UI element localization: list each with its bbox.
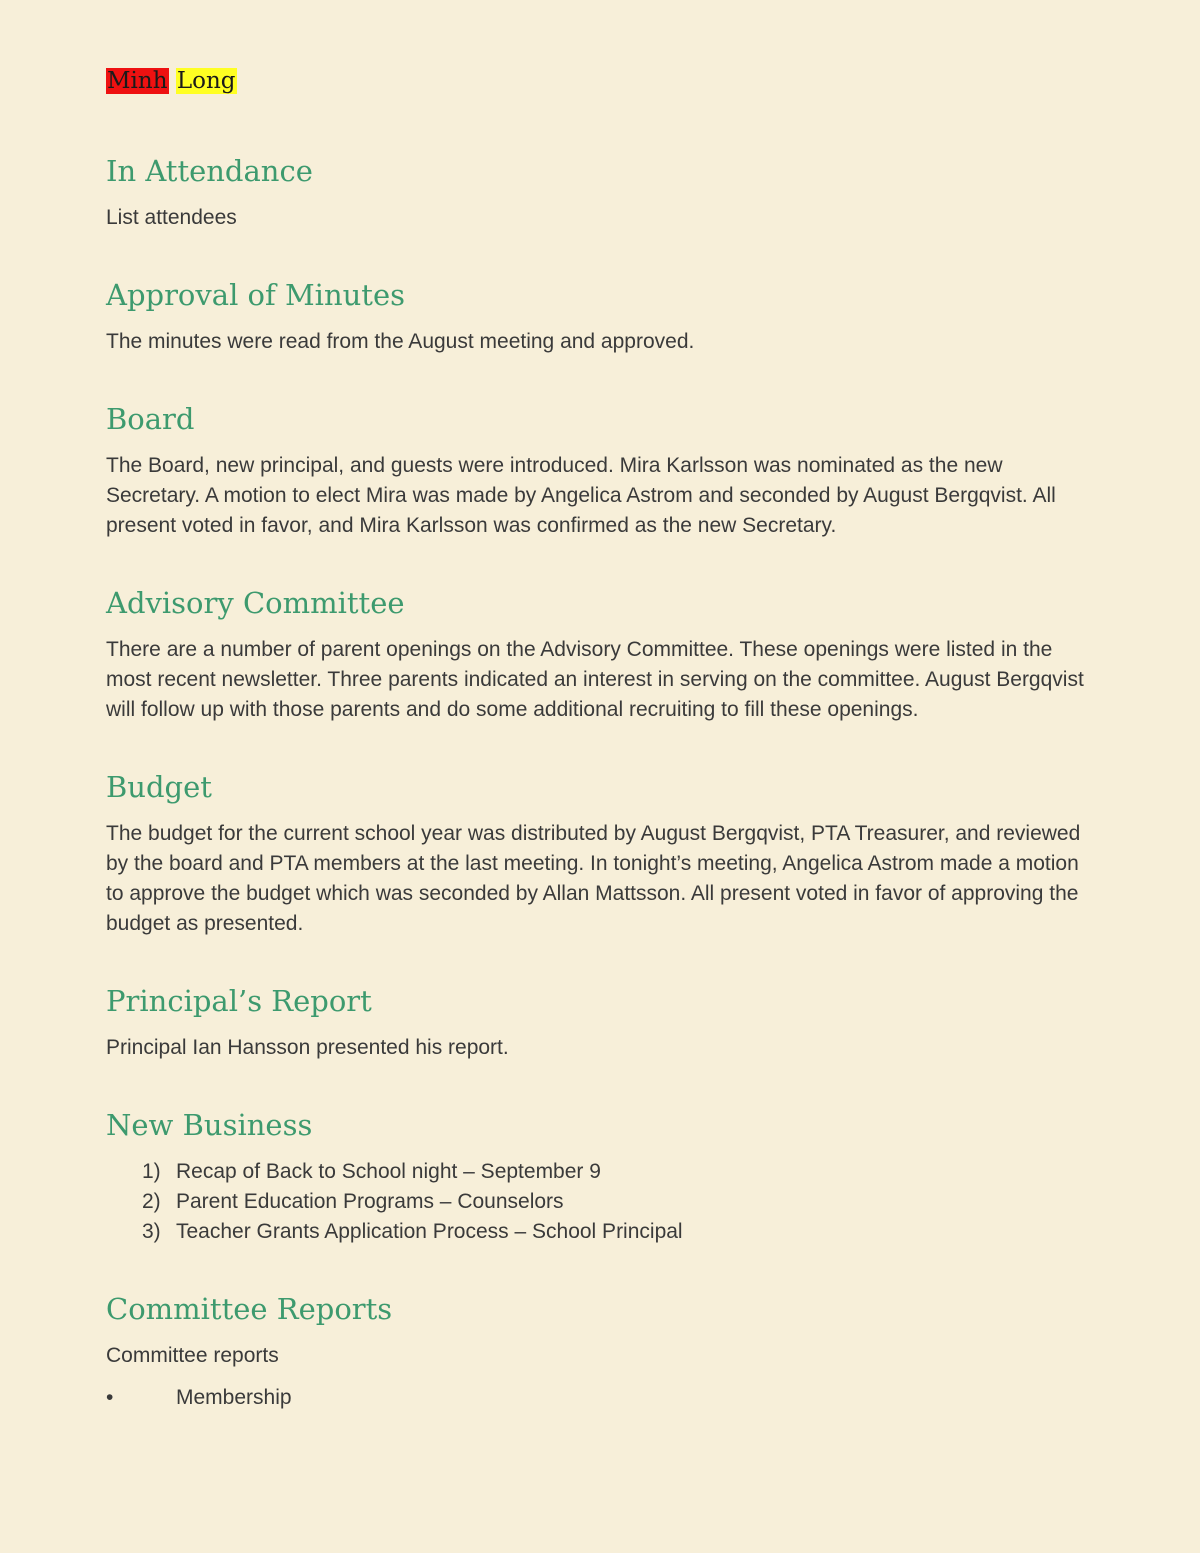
document-page bbox=[106, 66, 1096, 1413]
list-item-text: Membership bbox=[176, 1386, 292, 1409]
section-principals-report bbox=[106, 983, 1096, 1063]
section-attendance bbox=[106, 153, 1096, 233]
section-heading: Principal’s Report bbox=[106, 984, 372, 1018]
author-name bbox=[106, 66, 1096, 100]
section-body: The minutes were read from the August meeting and approved. bbox=[106, 330, 695, 353]
section-budget bbox=[106, 769, 1096, 939]
section-body: List attendees bbox=[106, 206, 237, 229]
section-heading: Approval of Minutes bbox=[106, 278, 405, 312]
bullet-marker: • bbox=[106, 1386, 114, 1409]
list-item-number: 3) bbox=[142, 1220, 161, 1243]
section-heading: In Attendance bbox=[106, 154, 313, 188]
list-item bbox=[106, 1217, 1096, 1247]
section-heading: Committee Reports bbox=[106, 1292, 393, 1326]
new-business-list bbox=[106, 1157, 1096, 1247]
list-item-text: Teacher Grants Application Process – School Principal bbox=[176, 1220, 683, 1243]
section-heading: Advisory Committee bbox=[106, 586, 405, 620]
section-advisory-committee bbox=[106, 585, 1096, 725]
list-item-number: 2) bbox=[142, 1190, 161, 1213]
list-item bbox=[106, 1187, 1096, 1217]
section-body: There are a number of parent openings on the Advisory Committee. These openings were listed in the most recent newsletter. Three parents indicated an interest in serving on the committee. August Bergqvist will follow up with those parents and do some additional recruiting to fill these openings. bbox=[106, 638, 1084, 721]
author-last-name: Long bbox=[176, 68, 236, 94]
section-heading: New Business bbox=[106, 1108, 313, 1142]
author-first-name: Minh bbox=[107, 68, 168, 94]
list-item bbox=[106, 1383, 1096, 1413]
list-item bbox=[106, 1157, 1096, 1187]
section-heading: Board bbox=[106, 402, 195, 436]
committee-reports-list bbox=[106, 1383, 1096, 1413]
list-item-text: Parent Education Programs – Counselors bbox=[176, 1190, 564, 1213]
section-body: The Board, new principal, and guests were introduced. Mira Karlsson was nominated as the new Secretary. A motion to elect Mira was made by Angelica Astrom and seconded by August Bergqvist. All present voted in favor, and Mira Karlsson was confirmed as the new Secretary. bbox=[106, 454, 1056, 537]
section-committee-reports bbox=[106, 1291, 1096, 1413]
list-item-text: Recap of Back to School night – September 9 bbox=[176, 1160, 601, 1183]
section-body: Principal Ian Hansson presented his report. bbox=[106, 1036, 509, 1059]
section-body: Committee reports bbox=[106, 1344, 279, 1367]
section-heading: Budget bbox=[106, 770, 212, 804]
section-board bbox=[106, 401, 1096, 541]
section-body: The budget for the current school year was distributed by August Bergqvist, PTA Treasurer, and reviewed by the board and PTA members at the last meeting. In tonight’s meeting, Angelica Astrom made a motion to approve the budget which was seconded by Allan Mattsson. All present voted in favor of approving the budget as presented. bbox=[106, 822, 1081, 935]
section-new-business bbox=[106, 1107, 1096, 1247]
list-item-number: 1) bbox=[142, 1160, 161, 1183]
section-approval-of-minutes bbox=[106, 277, 1096, 357]
